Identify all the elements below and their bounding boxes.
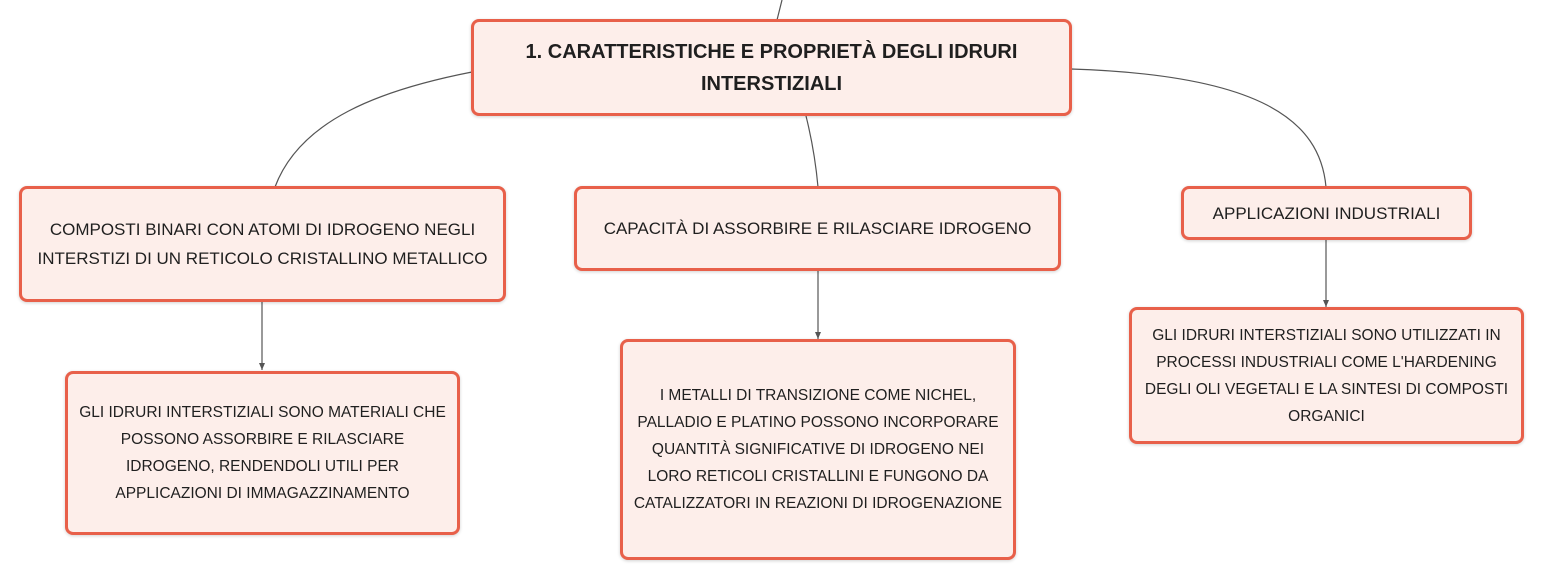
branch-node-label: COMPOSTI BINARI CON ATOMI DI IDROGENO NEGLI INTERSTIZI DI UN RETICOLO CRISTALLINO METALLICO — [37, 220, 488, 268]
detail-node-text: GLI IDRURI INTERSTIZIALI SONO UTILIZZATI IN PROCESSI INDUSTRIALI COME L'HARDENING DEGLI OLI VEGETALI E LA SINTESI DI COMPOSTI ORGANICI — [1144, 326, 1509, 425]
branch-node-label: CAPACITÀ DI ASSORBIRE E RILASCIARE IDROGENO — [603, 219, 1032, 238]
connector-root-to-branch-3 — [1071, 69, 1326, 187]
branch-node-absorb-release[interactable] — [574, 186, 1061, 271]
branch-node-binary-compounds[interactable] — [19, 186, 506, 302]
connector-parent-to-root — [777, 0, 782, 20]
branch-node-industrial-applications[interactable] — [1181, 186, 1472, 240]
detail-node-storage-applications[interactable] — [65, 371, 460, 535]
root-node-label: 1. CARATTERISTICHE E PROPRIETÀ DEGLI IDRURI INTERSTIZIALI — [525, 40, 1018, 95]
connector-root-to-branch-1 — [275, 72, 472, 187]
detail-node-text: I METALLI DI TRANSIZIONE COME NICHEL, PALLADIO E PLATINO POSSONO INCORPORARE QUANTITÀ SIGNIFICATIVE DI IDROGENO NEI LORO RETICOLI CRISTALLINI E FUNGONO DA CATALIZZATORI IN REAZIONI DI IDROGENAZIONE — [633, 387, 1003, 512]
root-node[interactable] — [471, 19, 1072, 116]
detail-node-text: GLI IDRURI INTERSTIZIALI SONO MATERIALI CHE POSSONO ASSORBIRE E RILASCIARE IDROGENO, RENDENDOLI UTILI PER APPLICAZIONI DI IMMAGAZZINAMENTO — [79, 404, 446, 502]
connector-root-to-branch-2 — [806, 116, 818, 187]
detail-node-transition-metals[interactable] — [620, 339, 1016, 560]
detail-node-industrial-processes[interactable] — [1129, 307, 1524, 444]
branch-node-label: APPLICAZIONI INDUSTRIALI — [1212, 203, 1441, 223]
